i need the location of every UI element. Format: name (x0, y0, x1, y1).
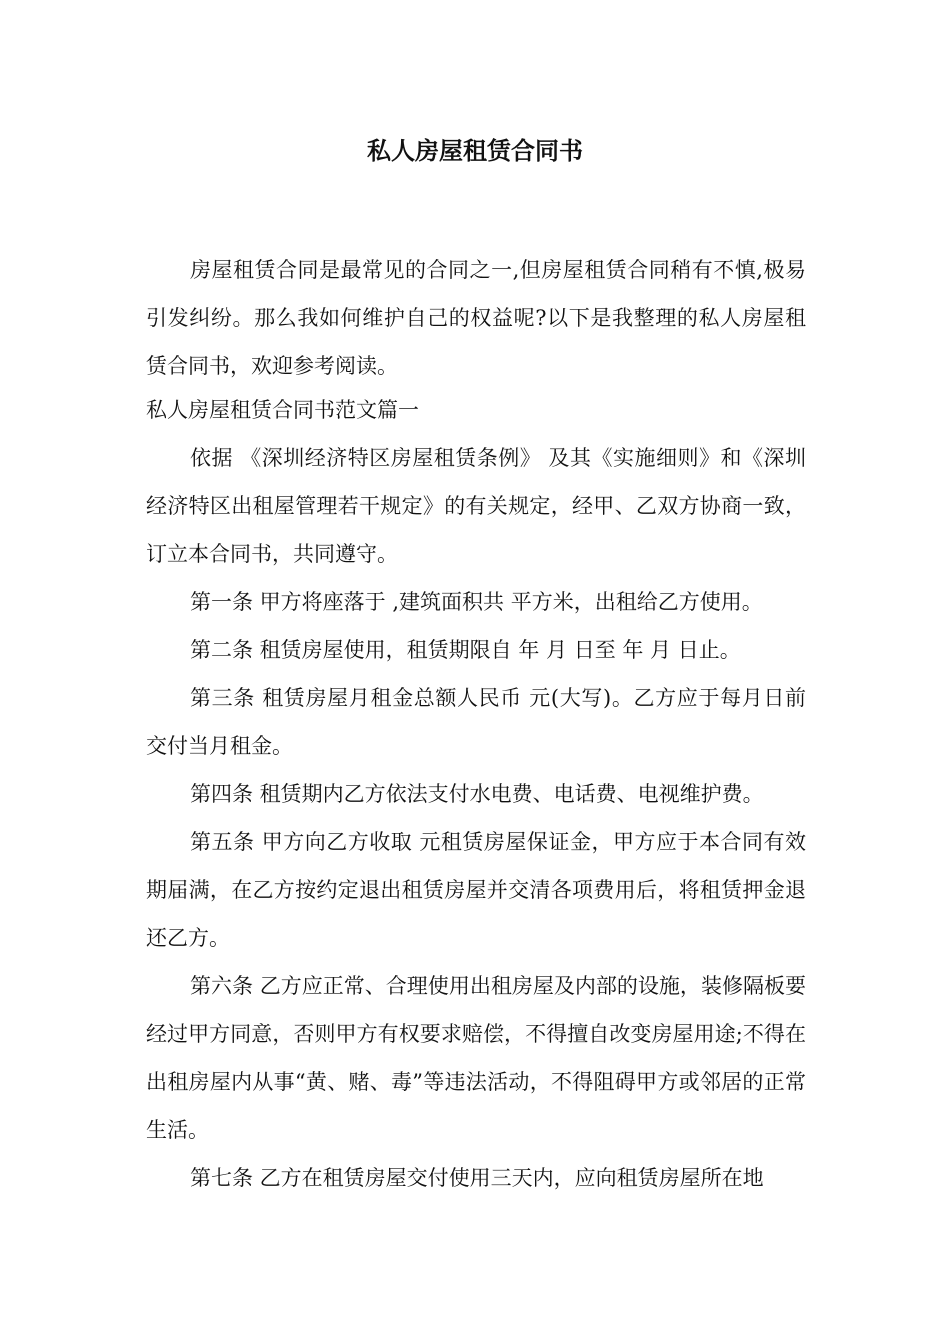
section-heading: 私人房屋租赁合同书范文篇一 (146, 398, 419, 422)
article-2: 第二条 租赁房屋使用，租赁期限自 年 月 日至 年 月 日止。 (190, 638, 741, 662)
article-3: 第三条 租赁房屋月租金总额人民币 元(大写)。乙方应于每月日前交付当月租金。 (146, 686, 806, 758)
document-title: 私人房屋租赁合同书 (367, 137, 583, 165)
article-5: 第五条 甲方向乙方收取 元租赁房屋保证金，甲方应于本合同有效期届满，在乙方按约定退出租赁房屋并交清各项费用后，将租赁押金退还乙方。 (146, 830, 806, 950)
article-1: 第一条 甲方将座落于 ,建筑面积共 平方米，出租给乙方使用。 (190, 590, 763, 614)
article-7: 第七条 乙方在租赁房屋交付使用三天内，应向租赁房屋所在地 (190, 1166, 764, 1190)
preamble-paragraph: 依据 《深圳经济特区房屋租赁条例》 及其《实施细则》和《深圳经济特区出租屋管理若干规定》的有关规定，经甲、乙双方协商一致，订立本合同书，共同遵守。 (146, 446, 806, 566)
article-4: 第四条 租赁期内乙方依法支付水电费、电话费、电视维护费。 (190, 782, 764, 806)
article-6: 第六条 乙方应正常、合理使用出租房屋及内部的设施，装修隔板要经过甲方同意，否则甲方有权要求赔偿，不得擅自改变房屋用途;不得在出租房屋内从事“黄、赌、毒”等违法活动，不得阻碍甲方或邻居的正常生活。 (146, 974, 806, 1142)
intro-paragraph: 房屋租赁合同是最常见的合同之一,但房屋租赁合同稍有不慎,极易引发纠纷。那么我如何维护自己的权益呢?以下是我整理的私人房屋租赁合同书，欢迎参考阅读。 (146, 258, 806, 378)
document-body (146, 246, 806, 1202)
